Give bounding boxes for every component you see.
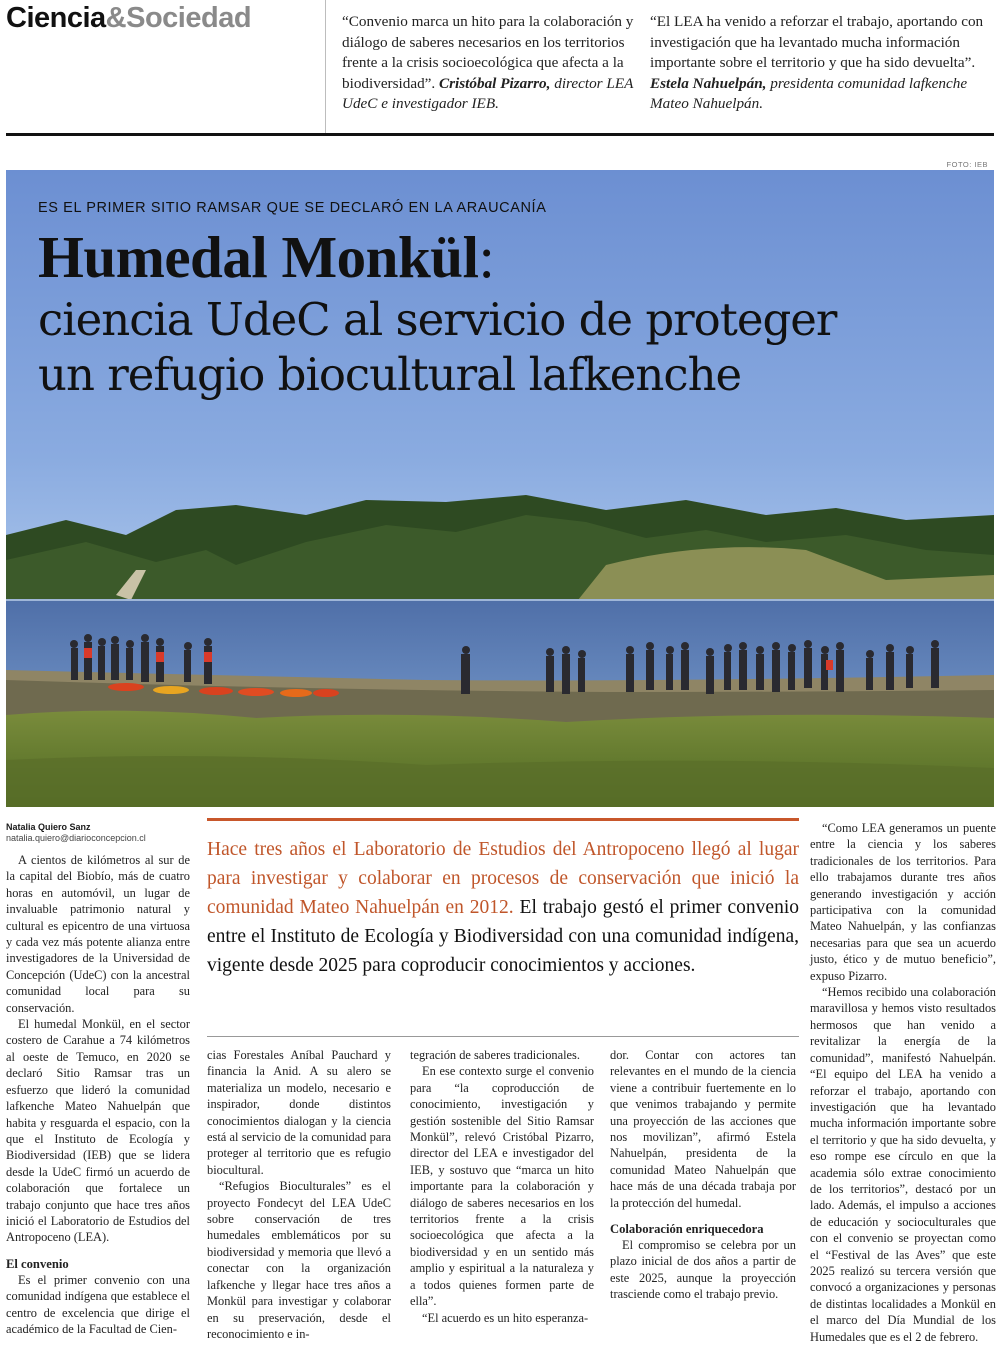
quote-role: director LEA UdeC e investigador IEB.	[342, 74, 634, 112]
headline-line3: un refugio biocultural lafkenche	[38, 348, 742, 401]
lead-paragraph	[207, 818, 799, 980]
section-label	[6, 2, 251, 35]
quote-text: “Convenio marca un hito para la colaboración y diálogo de saberes necesarios en los territorios frente a la crisis socioecológica que afecta a la biodiversidad”.	[342, 13, 634, 92]
pull-quote-pizarro	[342, 12, 638, 115]
photo-credit: FOTO: IEB	[946, 160, 988, 169]
paragraph: “Refugios Bioculturales” es el proyecto Fondecyt del LEA UdeC sobre conservación de tres humedales emblemáticos por su biodiversidad y memoria que llevó a conectar con la organización lafkenche y llegar hace tres años a Monkül para investigar y colaborar en su preservación, desde el reconocimiento e in-	[207, 1179, 391, 1341]
subheading-convenio: El convenio	[6, 1256, 69, 1271]
header-divider	[325, 0, 326, 133]
paragraph: “Hemos recibido una colaboración maravillosa y hemos visto resultados hermosos que han venido a revitalizar la energía de la comunidad”, manifestó Nahuelpán. “El equipo del LEA ha venido a reforzar el trabajo, aportando con investigación que ha levantado mucha información importante sobre el territorio y que ha sido devuelta, y eso rompe ese círculo en que la academia sólo extrae conocimiento de los territorios”, destacó por un lado. Además, el impulso a acciones de educación y socioculturales que con el convenio se proyectan como el “Festival de las Aves” que este 2025 realizó su tercera versión que convocó a organizaciones y personas de distintas localidades a Monkül en el marco del Día Mundial de los Humedales que es el 2 de febrero.	[810, 985, 996, 1344]
headline-kicker: ES EL PRIMER SITIO RAMSAR QUE SE DECLARÓ EN LA ARAUCANÍA	[38, 200, 547, 216]
paragraph: “El acuerdo es un hito esperanza-	[422, 1310, 589, 1325]
lead-black: El trabajo gestó el primer convenio entre el Instituto de Ecología y Biodiversidad con una comunidad indígena, vigente desde 2025 para coproducir conocimientos y acciones.	[207, 897, 799, 976]
quote-author: Estela Nahuelpán,	[650, 74, 767, 92]
article-column-1	[6, 852, 190, 1337]
paragraph: tegración de saberes tradicionales.	[410, 1048, 580, 1062]
author-name: Natalia Quiero Sanz	[6, 822, 91, 832]
lead-bottom-rule	[207, 1036, 799, 1037]
section-label-ciencia: Ciencia	[6, 2, 106, 34]
headline-colon: :	[478, 224, 495, 290]
byline	[6, 822, 146, 844]
quote-text: “El LEA ha venido a reforzar el trabajo, aportando con investigación que ha levantado mucha información importante sobre el territorio y que ha sido devuelta”.	[650, 13, 984, 71]
quote-role: presidenta comunidad lafkenche Mateo Nahuelpán.	[650, 74, 968, 112]
paragraph: dor. Contar con actores tan relevantes en el mundo de la ciencia viene a contribuir fuertemente en lo que venimos trabajando y permite una proyección de las acciones que nos movilizan”, afirmó Estela Nahuelpán, presidenta de la comunidad Mateo Nahuelpán que hace más de una década trabaja por la protección del humedal.	[610, 1048, 796, 1210]
article-column-2	[207, 1047, 391, 1342]
paragraph: “Como LEA generamos un puente entre la ciencia y los saberes tradicionales de los territorios. Para ello trabajamos durante tres años generando investigación y acción participativa con la comunidad Mateo Nahuelpán, y las confianzas necesarias para que sea un acuerdo justo, ético y de mutuo beneficio”, expuso Pizarro.	[810, 821, 996, 983]
quote-author: Cristóbal Pizarro,	[439, 74, 551, 92]
article-column-4	[610, 1047, 796, 1303]
headline	[38, 222, 978, 402]
article-column-5	[810, 820, 996, 1345]
paragraph: En ese contexto surge el convenio para “la coproducción de conocimiento, investigación y gestión sostenible del Sitio Ramsar Monkül”, relevó Cristóbal Pizarro, director del LEA e investigador del IEB, y sostuvo que “marca un hito importante para la colaboración y diálogo de saberes necesarios en los territorios frente a la crisis socioecológica que afecta a la biodiversidad y en un sentido más amplio y espiritual a la naturaleza y a todos quienes formen parte de ella”.	[410, 1064, 594, 1309]
paragraph: Es el primer convenio con una comunidad indígena que establece el centro de excelencia que dirige el académico de la Facultad de Cien-	[6, 1272, 190, 1336]
paragraph: El compromiso se celebra por un plazo inicial de dos años a partir de este 2025, aunque la proyección trasciende como el trabajo previo.	[610, 1238, 796, 1302]
pull-quote-nahuelpan	[650, 12, 990, 115]
author-email: natalia.quiero@diarioconcepcion.cl	[6, 833, 146, 843]
headline-line2: ciencia UdeC al servicio de proteger	[38, 293, 837, 346]
paragraph: El humedal Monkül, en el sector costero de Carahue a 74 kilómetros al oeste de Temuco, en 2020 se declaró Sitio Ramsar tras un esfuerzo que lideró la comunidad lafkenche Mateo Nahuelpán que habita y resguarda el espacio, con la que el Instituto de Ecología y Biodiversidad (IEB) que se lidera desde la UdeC firmó un acuerdo de colaboración que fortalece un trabajo conjunto que hace tres años inició el Laboratorio de Estudios del Antropoceno (LEA).	[6, 1017, 190, 1245]
subheading-colaboracion: Colaboración enriquecedora	[610, 1222, 764, 1237]
article-column-3	[410, 1047, 594, 1326]
headline-title: Humedal Monkül	[38, 224, 479, 290]
lead-orange: Hace tres años el Laboratorio de Estudios del Antropoceno llegó al lugar para investigar y colaborar en procesos de conservación que inició la comunidad Mateo Nahuelpán en 2012.	[207, 839, 799, 918]
header-rule	[6, 133, 994, 136]
paragraph: A cientos de kilómetros al sur de la capital del Biobío, más de cuatro horas en automóvil, un lugar de invaluable patrimonio natural y cultural es epicentro de una virtuosa y cada vez más potente alianza entre investigadores de la Universidad de Concepción (UdeC) con la ancestral comunidad local para su conservación.	[6, 853, 190, 1015]
section-label-sociedad: &Sociedad	[105, 2, 252, 34]
paragraph: cias Forestales Aníbal Pauchard y financia la Anid. A su alero se materializa un modelo, necesario e inspirador, donde distintos conocimientos dialogan y la ciencia está al servicio de la comunidad para proteger al territorio que es refugio biocultural.	[207, 1048, 391, 1177]
